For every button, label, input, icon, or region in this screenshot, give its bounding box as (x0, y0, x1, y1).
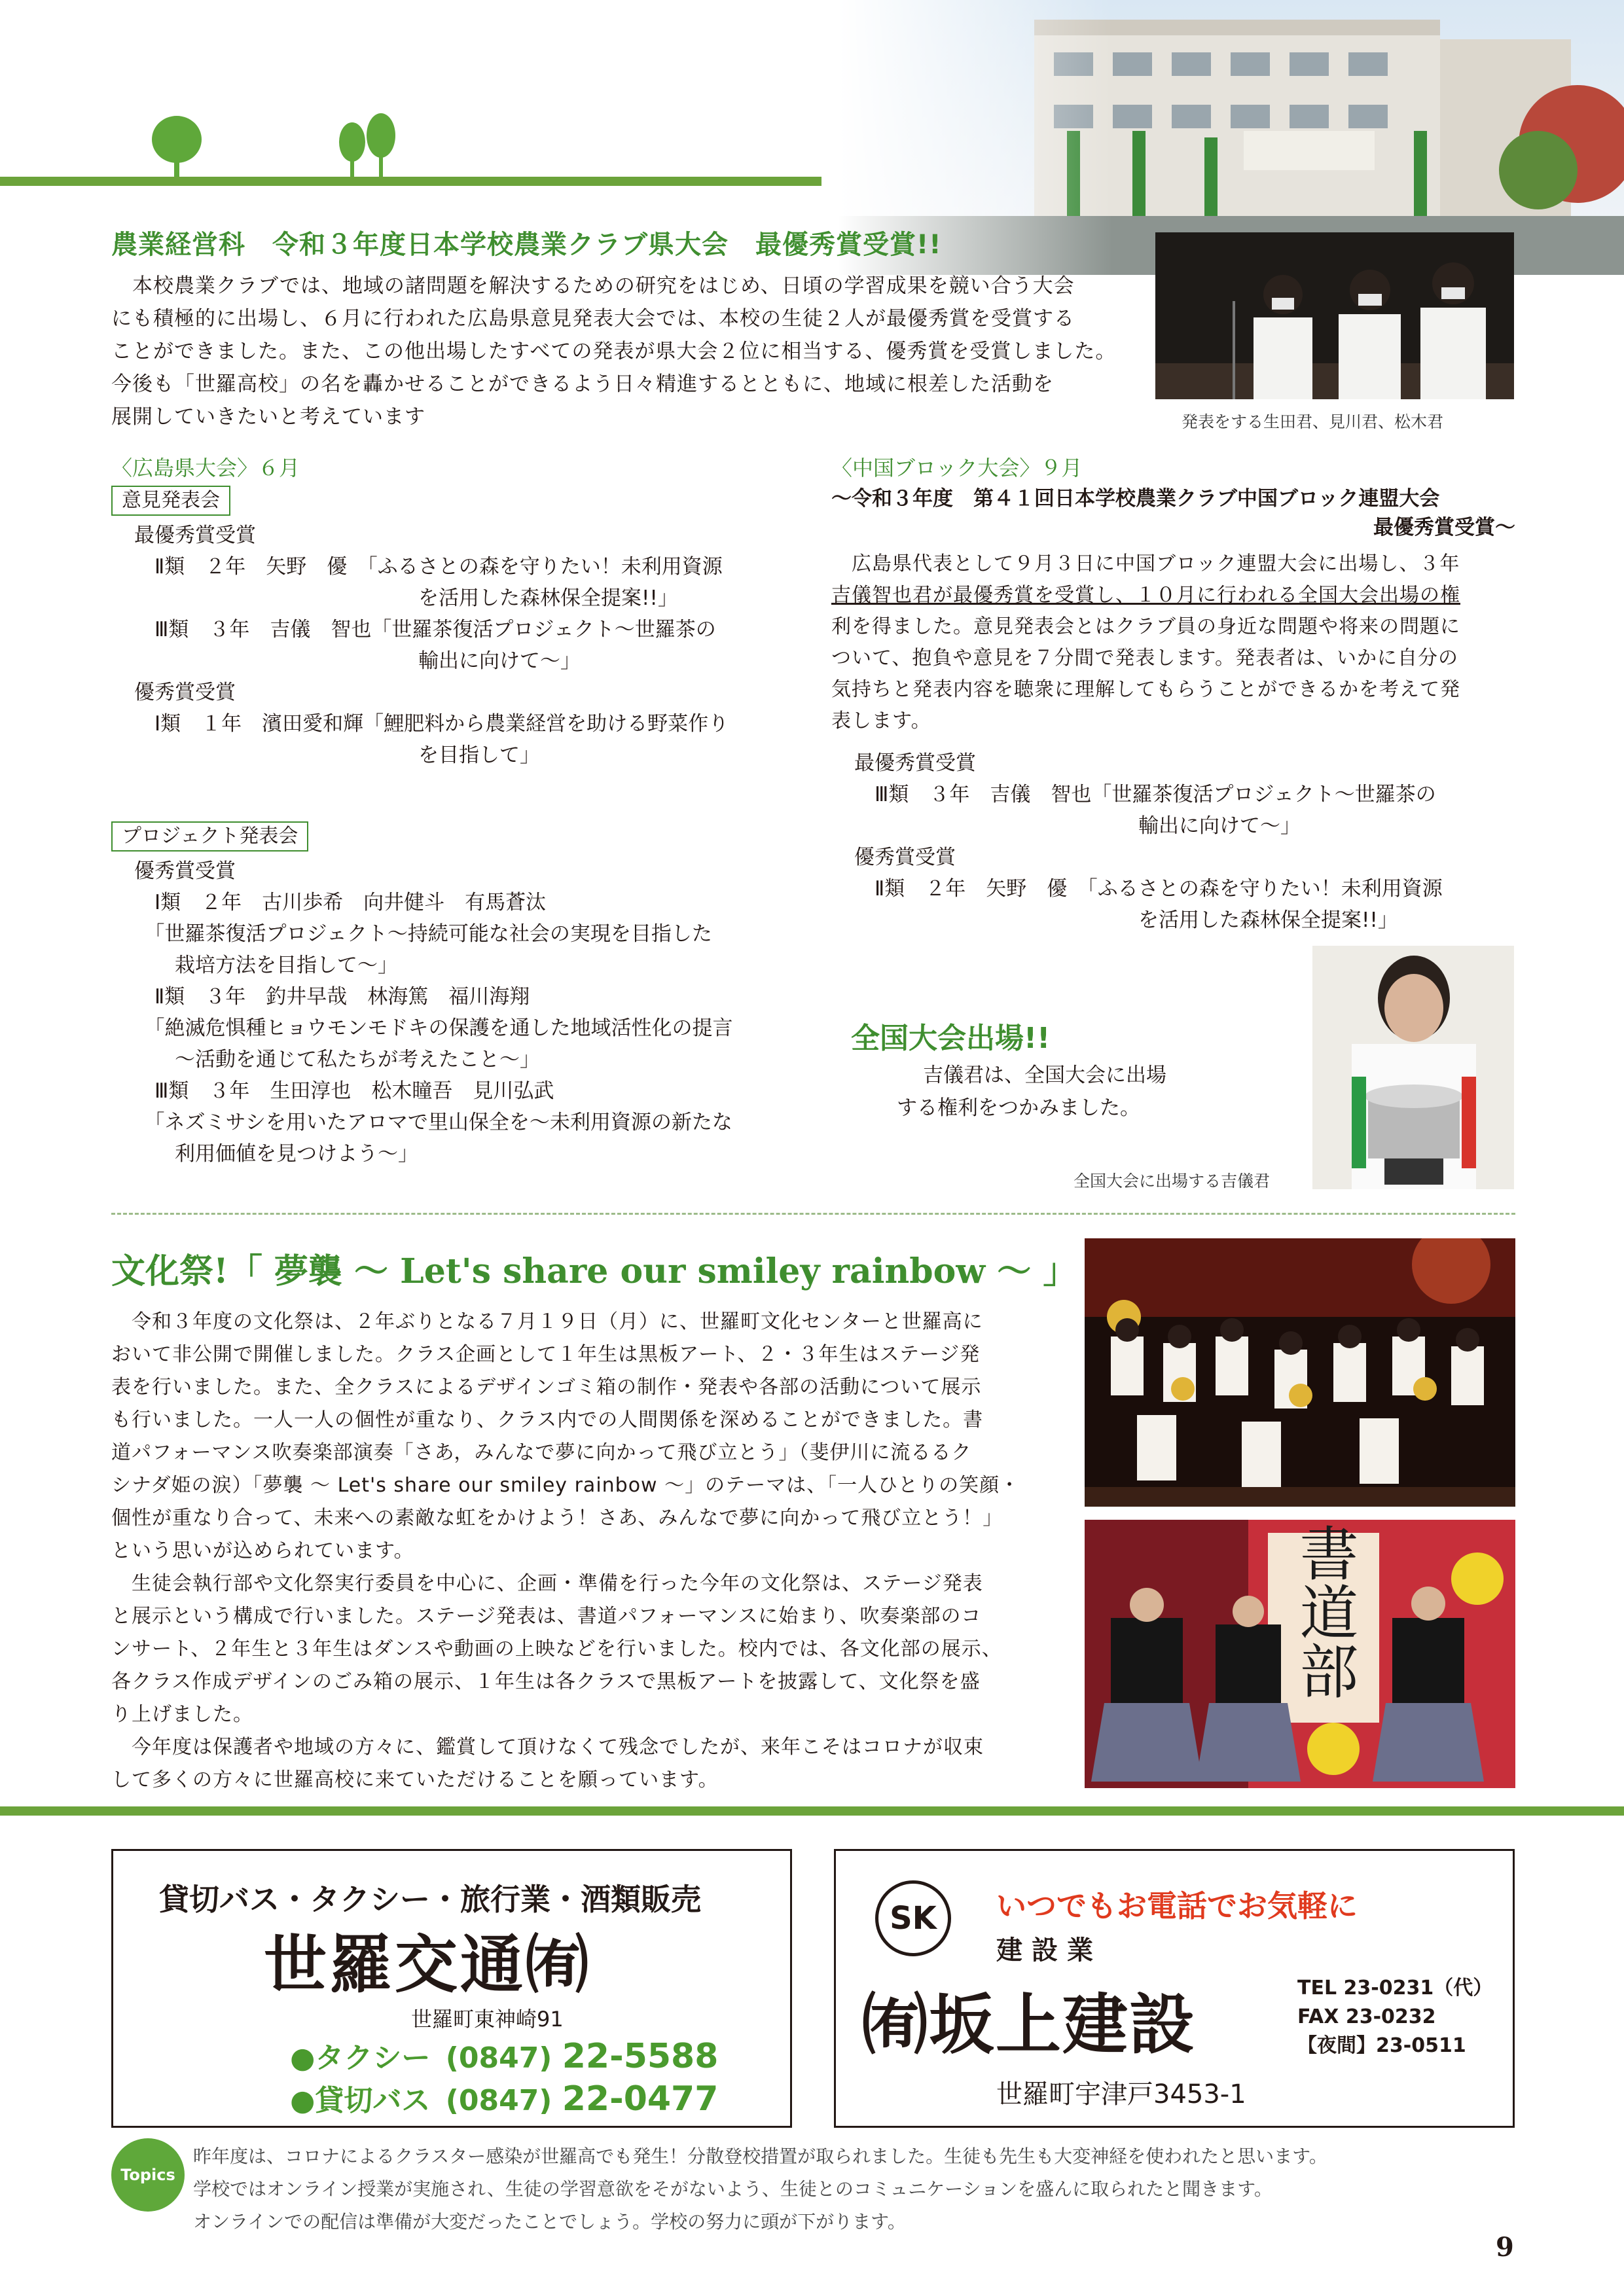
ad-category: 建設業 (996, 1935, 1102, 1965)
agri-title: 農業経営科 令和３年度日本学校農業クラブ県大会 最優秀賞受賞!! (111, 230, 942, 260)
text-line: にも積極的に出場し、６月に行われた広島県意見発表大会では、本校の生徒２人が最優秀賞を受賞する (111, 307, 1075, 331)
ad-company-name: ㈲坂上建設 (862, 1986, 1196, 2063)
iken-awards (134, 520, 729, 771)
award-line: Ⅰ類 １年 濱田愛和輝「鯉肥料から農業経営を助ける野菜作り (134, 712, 729, 736)
chugoku-subtitle-line: ～令和３年度 第４１回日本学校農業クラブ中国ブロック連盟大会 (831, 487, 1440, 511)
section-divider (111, 1213, 1515, 1215)
award-line: Ⅲ類 ３年 吉儀 智也「世羅茶復活プロジェクト～世羅茶の (854, 783, 1436, 806)
text-line: おいて非公開で開催しました。クラス企画として１年生は黒板アート、２・３年生はステージ発 (111, 1343, 981, 1366)
iken-label: 意見発表会 (111, 486, 230, 516)
night-number[interactable]: 【夜間】23-0511 (1297, 2034, 1466, 2057)
ad-tagline: 貸切バス・タクシー・旅行業・酒類販売 (159, 1882, 701, 1917)
header-rule (0, 177, 821, 186)
award-line: Ⅱ類 ２年 矢野 優 「ふるさとの森を守りたい！未利用資源 (134, 555, 723, 579)
speech-photo-caption: 発表をする生田君、見川君、松木君 (1182, 412, 1444, 431)
ad-sakagami-kensetsu (834, 1849, 1515, 2128)
award-line: 優秀賞受賞 (134, 681, 236, 704)
award-line: 利用価値を見つけよう～」 (134, 1142, 418, 1166)
award-line: 「ネズミサシを用いたアロマで里山保全を～未利用資源の新たな (134, 1111, 732, 1134)
project-awards (134, 855, 733, 1170)
text-line: 表を行いました。また、全クラスによるデザインゴミ箱の制作・発表や各部の活動について展示 (111, 1376, 982, 1399)
text-line: する権利をつかみました。 (897, 1096, 1140, 1120)
ad-tagline: いつでもお電話でお気軽に (996, 1888, 1358, 1924)
award-line: 優秀賞受賞 (854, 846, 956, 869)
pref-heading: 〈広島県大会〉６月 (111, 456, 300, 480)
text-line: り上げました。 (111, 1703, 253, 1726)
text-line: 個性が重なり合って、未来への素敵な虹をかけよう！さあ、みんなで夢に向かって飛び立とう！」 (111, 1507, 1003, 1530)
award-line: を活用した森林保全提案!!」 (134, 586, 678, 610)
festival-title: 文化祭!「 夢襲 ～ Let's share our smiley rainbow ～ 」 (111, 1251, 1077, 1291)
banner-calligraphy-text: 書道部 (1289, 1523, 1358, 1700)
sk-logo: SK (875, 1880, 951, 1956)
footer-rule (0, 1806, 1624, 1816)
phone-area: (0847) (445, 2084, 552, 2117)
fax-number: FAX 23-0232 (1297, 2005, 1436, 2028)
award-line: Ⅱ類 ３年 釣井早哉 林海篤 福川海翔 (134, 985, 530, 1009)
text-line: 各クラス作成デザインのごみ箱の展示、１年生は各クラスで黒板アートを披露して、文化祭を盛 (111, 1670, 981, 1693)
phone-number[interactable]: 22-0477 (562, 2079, 719, 2119)
text-line: 気持ちと発表内容を聴衆に理解してもらうことができるかを考えて発 (831, 678, 1460, 701)
text-line: 昨年度は、コロナによるクラスター感染が世羅高でも発生！分散登校措置が取られました。生徒も先生も大変神経を使われたと思います。 (193, 2145, 1327, 2167)
text-line: 道パフォーマンス吹奏楽部演奏「さあ，みんなで夢に向かって飛び立とう」（斐伊川に流るるク (111, 1441, 972, 1464)
phone-label: ●貸切バス (290, 2084, 431, 2117)
phone-label: ●タクシー (290, 2041, 431, 2075)
award-line: 「世羅茶復活プロジェクト～持続可能な社会の実現を目指した (134, 922, 712, 946)
award-line: 最優秀賞受賞 (134, 524, 256, 547)
phone-number[interactable]: 22-5588 (562, 2037, 719, 2076)
award-line: 輸出に向けて～」 (134, 649, 581, 673)
text-line: 展開していきたいと考えています (111, 405, 425, 429)
text-line: シナダ姫の涙）「夢襲 ～ Let's share our smiley rainbow ～」のテーマは、「一人ひとりの笑顔・ (111, 1474, 1020, 1497)
tree-icon (147, 115, 206, 177)
speech-photo (1155, 232, 1514, 399)
text-line: と展示という構成で行いました。ステージ発表は、書道パフォーマンスに始まり、吹奏楽部のコ (111, 1605, 982, 1628)
page-number: 9 (1496, 2232, 1514, 2263)
ad-sera-kotsu (111, 1849, 792, 2128)
trophy-photo-caption: 全国大会に出場する吉儀君 (1074, 1172, 1271, 1191)
chugoku-heading: 〈中国ブロック大会〉９月 (831, 456, 1083, 480)
text-line: して多くの方々に世羅高校に来ていただけることを願っています。 (111, 1768, 719, 1791)
national-text (897, 1059, 1166, 1124)
text-line: ンサート、２年生と３年生はダンスや動画の上映などを行いました。校内では、各文化部の展示、 (111, 1638, 1002, 1660)
ad-address: 世羅町東神崎91 (411, 2007, 564, 2032)
chugoku-awards (854, 747, 1443, 936)
text-line: 今後も「世羅高校」の名を轟かせることができるよう日々精進するとともに、地域に根差した活動を (111, 372, 1054, 396)
text-line: も行いました。一人一人の個性が重なり、クラス内での人間関係を深めることができました。書 (111, 1408, 984, 1431)
text-line: ついて、抱負や意見を７分間で発表します。発表者は、いかに自分の (831, 647, 1458, 670)
text-line: 広島県代表として９月３日に中国ブロック連盟大会に出場し、３年 (831, 552, 1460, 575)
ad-phone-bus (290, 2077, 718, 2119)
award-line: 優秀賞受賞 (134, 859, 236, 883)
text-line: 表します。 (831, 709, 931, 732)
text-line: オンラインでの配信は準備が大変だったことでしょう。学校の努力に頭が下がります。 (193, 2211, 906, 2233)
text-line: 令和３年度の文化祭は、２年ぶりとなる７月１９日（月）に、世羅町文化センターと世羅高に (111, 1310, 983, 1333)
award-line: を活用した森林保全提案!!」 (854, 908, 1398, 932)
tree-icon (334, 113, 399, 177)
text-line: 吉儀智也君が最優秀賞を受賞し、１０月に行われる全国大会出場の権 (831, 584, 1460, 607)
band-photo (1085, 1238, 1515, 1507)
project-label: プロジェクト発表会 (111, 821, 308, 852)
national-title: 全国大会出場!! (851, 1022, 1051, 1055)
text-line: 生徒会執行部や文化祭実行委員を中心に、企画・準備を行った今年の文化祭は、ステージ発表 (111, 1572, 983, 1595)
award-line: ～活動を通じて私たちが考えたこと～」 (134, 1048, 540, 1071)
award-line: 輸出に向けて～」 (854, 814, 1301, 838)
chugoku-body (831, 548, 1515, 737)
text-line: 今年度は保護者や地域の方々に、鑑賞して頂けなくて残念でしたが、来年こそはコロナが収束 (111, 1736, 984, 1759)
topics-badge: Topics (111, 2138, 185, 2212)
ad-contact (1297, 1974, 1492, 2060)
text-line: 吉儀君は、全国大会に出場 (923, 1064, 1166, 1087)
award-line: を目指して」 (134, 744, 540, 767)
award-line: Ⅲ類 ３年 吉儀 智也「世羅茶復活プロジェクト～世羅茶の (134, 618, 716, 641)
award-line: Ⅲ類 ３年 生田淳也 松木瞳吾 見川弘武 (134, 1079, 554, 1103)
text-line: 利を得ました。意見発表会とはクラブ員の身近な問題や将来の問題に (831, 615, 1460, 638)
trophy-photo (1312, 946, 1514, 1189)
festival-body (111, 1306, 1067, 1797)
agri-intro (111, 270, 1132, 433)
ad-address: 世羅町宇津戸3453-1 (996, 2079, 1246, 2109)
award-line: 最優秀賞受賞 (854, 751, 976, 775)
award-line: 「絶滅危惧種ヒョウモンモドキの保護を通した地域活性化の提言 (134, 1016, 733, 1040)
award-line: Ⅰ類 ２年 古川歩希 向井健斗 有馬蒼汰 (134, 891, 547, 914)
award-line: 栽培方法を目指して～」 (134, 954, 398, 977)
text-line: 本校農業クラブでは、地域の諸問題を解決するための研究をはじめ、日頃の学習成果を競い合う大会 (111, 274, 1075, 298)
topics-text (193, 2140, 1327, 2238)
calligraphy-dance-photo (1085, 1520, 1515, 1788)
chugoku-subtitle-line: 最優秀賞受賞～ (1373, 516, 1515, 539)
text-line: ことができました。また、この他出場したすべての発表が県大会２位に相当する、優秀賞を受賞しました。 (111, 340, 1117, 363)
text-line: 学校ではオンライン授業が実施され、生徒の学習意欲をそがないよう、生徒とのコミュニケーションを盛んに取られたと聞きます。 (193, 2178, 1272, 2200)
text-line: という思いが込められています。 (111, 1539, 414, 1562)
phone-area: (0847) (445, 2041, 552, 2075)
ad-phone-taxi (290, 2034, 718, 2076)
tel-number[interactable]: TEL 23-0231（代） (1297, 1977, 1493, 2000)
ad-company-name: 世羅交通㈲ (264, 1928, 591, 2001)
award-line: Ⅱ類 ２年 矢野 優 「ふるさとの森を守りたい！未利用資源 (854, 877, 1443, 901)
chugoku-subtitle (831, 484, 1515, 542)
